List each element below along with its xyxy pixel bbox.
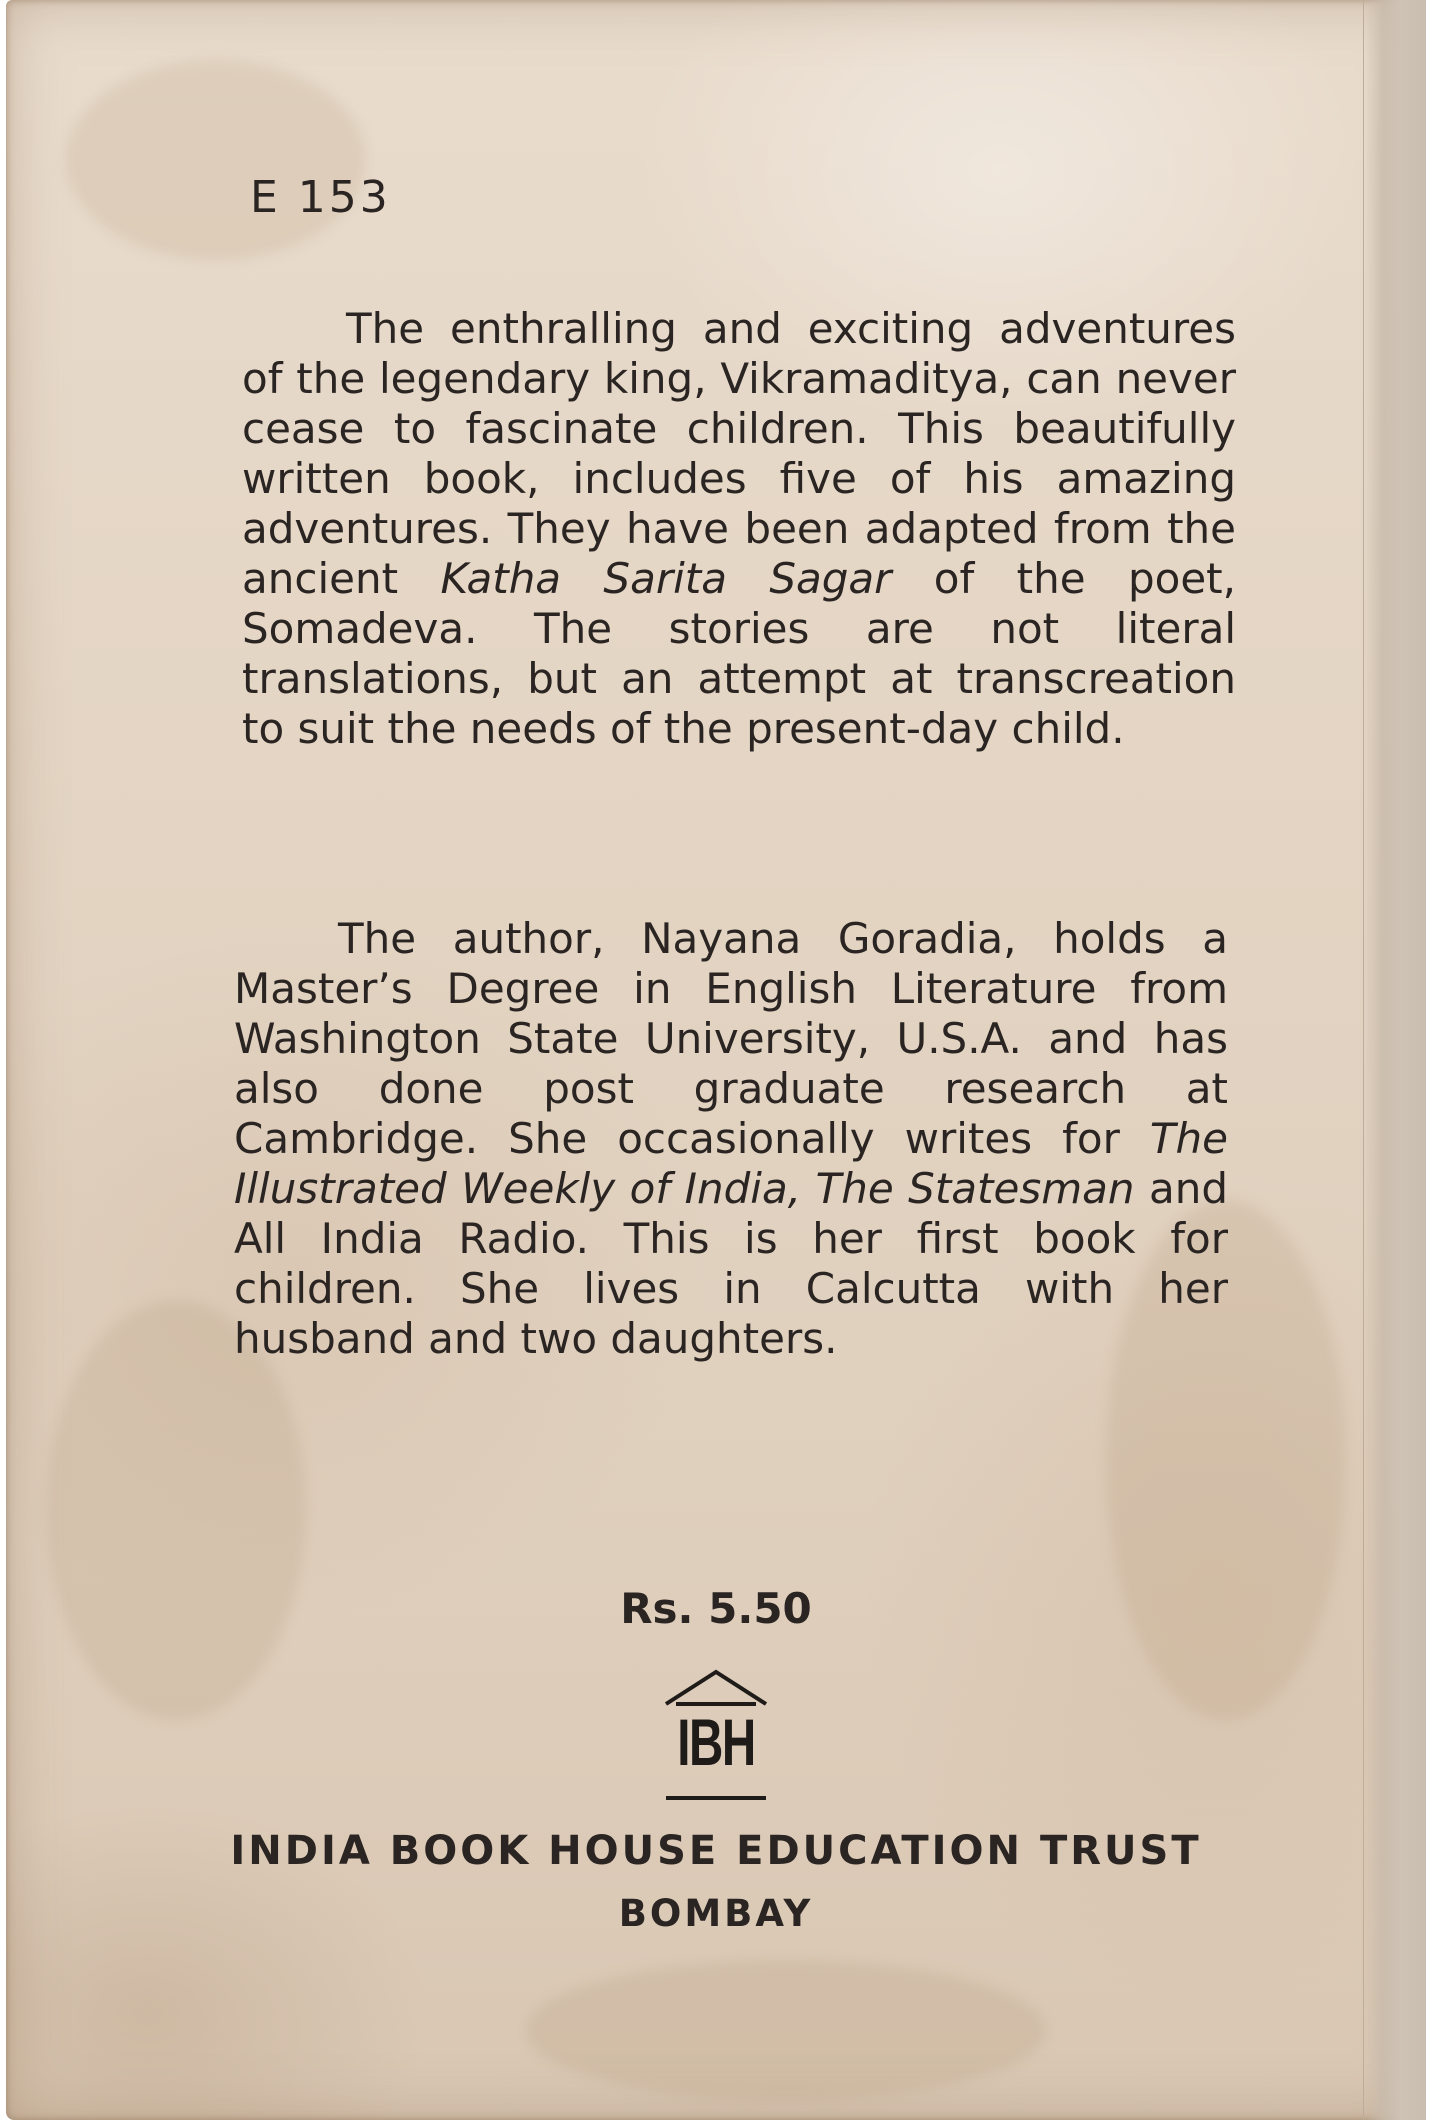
publication-title-1: The Illustrated Weekly of India,	[234, 1114, 1228, 1213]
author-bio-paragraph	[234, 914, 1228, 1364]
blurb-text-start: The enthralling and exciting adventures of the legendary king, Vikramaditya, can never cease to fascinate children. This beautifully written book, includes five of his amazing adventures. They have been adapted from the ancient	[242, 304, 1236, 603]
paper-stain	[526, 1960, 1046, 2100]
bio-separator	[801, 1164, 815, 1213]
logo-lettering: IBH	[677, 1705, 755, 1779]
book-code: E 153	[250, 172, 391, 223]
blurb-paragraph	[242, 304, 1236, 754]
paper-stain	[66, 60, 366, 260]
source-title: Katha Sarita Sagar	[440, 554, 892, 603]
price-label: Rs. 5.50	[620, 1584, 812, 1633]
publisher-name: INDIA BOOK HOUSE EDUCATION TRUST	[230, 1828, 1202, 1874]
bio-text-start: The author, Nayana Goradia, holds a Master’s Degree in English Literature from Washington State University, U.S.A. and has also done post graduate research at Cambridge. She occasionally writes for	[234, 914, 1228, 1163]
book-spine-edge	[1363, 0, 1426, 2120]
publisher-city: BOMBAY	[618, 1892, 814, 1935]
book-back-cover	[6, 0, 1426, 2120]
blurb-text-end: of the poet, Somadeva. The stories are not literal translations, but an attempt at transcreation to suit the needs of the present-day child.	[242, 554, 1236, 753]
bio-text-end: and All India Radio. This is her first book for children. She lives in Calcutta with her husband and two daughters.	[234, 1164, 1228, 1363]
publication-title-2: The Statesman	[815, 1164, 1135, 1213]
ibh-temple-logo-icon	[662, 1668, 770, 1804]
